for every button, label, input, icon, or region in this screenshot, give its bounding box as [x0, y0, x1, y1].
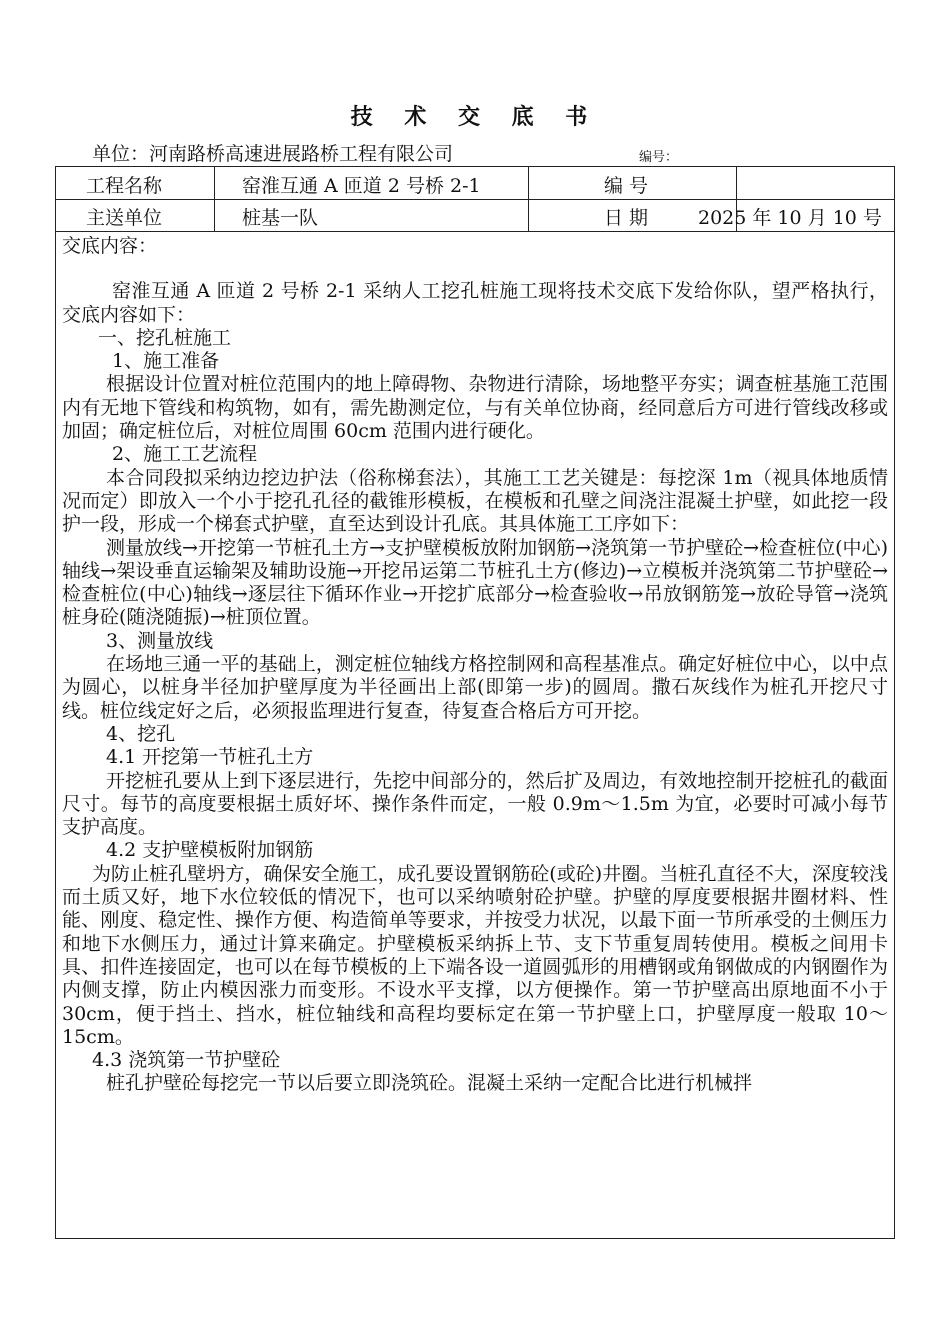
body-paragraph: 测量放线→开挖第一节桩孔土方→支护壁模板放附加钢筋→浇筑第一节护壁砼→检查桩位(中心)轴线→架设垂直运输架及辅助设施→开挖吊运第二节桩孔土方(修边)→立模板并浇筑第二节护壁砼→检查桩位(中心)轴线→逐层往下循环作业→开挖扩底部分→检查验收→吊放钢筋笼→放砼导管→浇筑桩身砼(随浇随振)→桩顶位置。	[62, 536, 888, 629]
body-paragraph: 根据设计位置对桩位范围内的地上障碍物、杂物进行清除，场地整平夯实；调查桩基施工范围内有无地下管线和构筑物，如有，需先勘测定位，与有关单位协商，经同意后方可进行管线改移或加固；确定桩位后，对桩位周围 60cm 范围内进行硬化。	[62, 373, 888, 443]
body-paragraph: 本合同段拟采纳边挖边护法（俗称梯套法），其施工工艺关键是：每挖深 1m（视具体地质情况而定）即放入一个小于挖孔孔径的截锥形模板，在模板和孔壁之间浇注混凝土护壁，如此挖一段护一段，形成一个梯套式护壁，直至达到设计孔底。其具体施工工序如下：	[62, 466, 888, 536]
date-value: 2025 年 10 月 10 号	[698, 207, 882, 229]
send-unit-value: 桩基一队	[242, 207, 319, 229]
column-divider	[528, 167, 529, 231]
project-name-value: 窑淮互通 A 匝道 2 号桥 2-1	[242, 175, 481, 197]
unit-line	[92, 139, 453, 166]
disclosure-content	[62, 235, 888, 1096]
unit-label: 单位：	[92, 143, 150, 165]
section-heading: 4、挖孔	[106, 722, 176, 745]
date-label: 日 期	[604, 207, 649, 229]
section-heading: 4.3 浇筑第一节护壁砼	[92, 1049, 281, 1072]
unit-value: 河南路桥高速进展路桥工程有限公司	[149, 143, 454, 165]
page-title: 技 术 交 底 书	[350, 104, 600, 130]
section-heading: 一、挖孔桩施工	[98, 326, 232, 349]
body-paragraph: 在场地三通一平的基础上，测定桩位轴线方格控制网和高程基准点。确定好桩位中心，以中点为圆心，以桩身半径加护壁厚度为半径画出上部(即第一步)的圆周。撒石灰线作为桩孔开挖尺寸线。桩位线定好之后，必须报监理进行复查，待复查合格后方可开挖。	[62, 653, 888, 722]
row-divider	[56, 199, 894, 200]
content-label: 交底内容：	[62, 235, 158, 257]
section-heading: 2、施工工艺流程	[112, 443, 258, 466]
section-heading: 3、测量放线	[106, 629, 214, 652]
column-divider	[214, 167, 215, 231]
row-divider	[56, 231, 894, 232]
section-heading: 4.2 支护壁模板附加钢筋	[106, 839, 314, 862]
project-name-label: 工程名称	[86, 175, 163, 197]
body-paragraph: 为防止桩孔壁坍方，确保安全施工，成孔要设置钢筋砼(或砼)井圈。当桩孔直径不大，深度较浅而土质又好，地下水位较低的情况下，也可以采纳喷射砼护壁。护壁的厚度要根据井圈材料、性能、刚度、稳定性、操作方便、构造简单等要求，并按受力状况，以最下面一节所承受的土侧压力和地下水侧压力，通过计算来确定。护壁模板采纳拆上节、支下节重复周转使用。模板之间用卡具、扣件连接固定，也可以在每节模板的上下端各设一道圆弧形的用槽钢或角钢做成的内钢圈作为内侧支撑，防止内模因涨力而变形。不设水平支撑，以方便操作。第一节护壁高出原地面不小于 30cm，便于挡土、挡水，桩位轴线和高程均要标定在第一节护壁上口，护壁厚度一般取 10～15cm。	[62, 862, 888, 1048]
send-unit-label: 主送单位	[86, 207, 163, 229]
number-label: 编 号	[604, 175, 649, 197]
section-heading: 4.1 开挖第一节桩孔土方	[106, 746, 314, 769]
disclosure-form	[55, 166, 895, 1239]
intro-paragraph: 窑淮互通 A 匝道 2 号桥 2-1 采纳人工挖孔桩施工现将技术交底下发给你队，望严格执行，交底内容如下：	[62, 280, 888, 326]
body-paragraph: 开挖桩孔要从上到下逐层进行，先挖中间部分的，然后扩及周边，有效地控制开挖桩孔的截面尺寸。每节的高度要根据土质好坏、操作条件而定，一般 0.9m～1.5m 为宜，必要时可减小每节支护高度。	[62, 769, 888, 839]
code-label: 编号：	[639, 150, 679, 165]
body-paragraph: 桩孔护壁砼每挖完一节以后要立即浇筑砼。混凝土采纳一定配合比进行机械拌	[106, 1072, 753, 1095]
section-heading: 1、施工准备	[112, 350, 220, 373]
